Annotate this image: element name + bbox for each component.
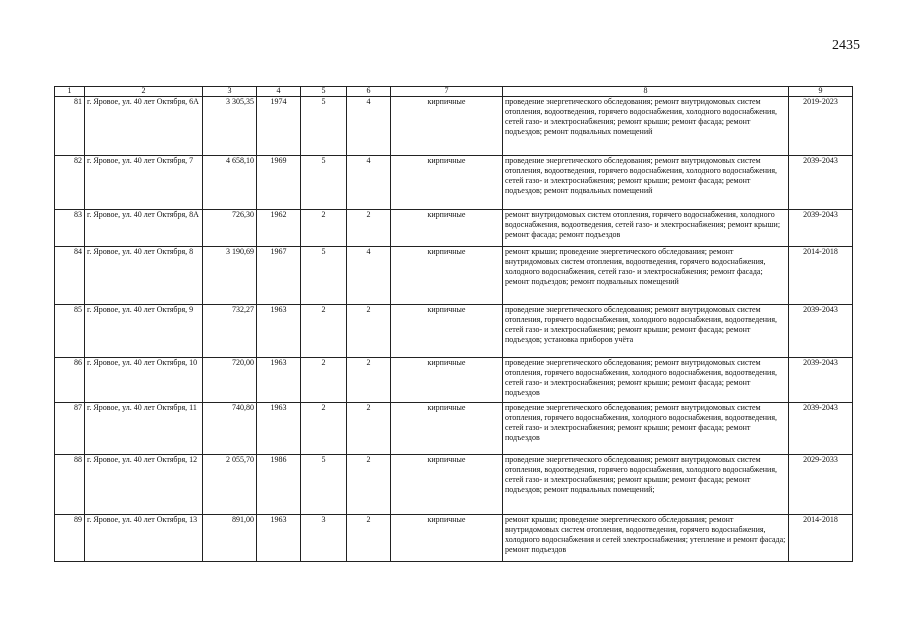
entrances-cell: 2 xyxy=(347,455,391,515)
table-row xyxy=(55,247,853,305)
period-cell: 2039-2043 xyxy=(789,210,853,247)
wall-material-cell: кирпичные xyxy=(391,515,503,562)
row-number: 81 xyxy=(55,97,85,156)
row-number: 83 xyxy=(55,210,85,247)
entrances-cell: 4 xyxy=(347,247,391,305)
wall-material-cell: кирпичные xyxy=(391,403,503,455)
period-cell: 2019-2023 xyxy=(789,97,853,156)
area-cell: 4 658,10 xyxy=(203,156,257,210)
area-cell: 732,27 xyxy=(203,305,257,358)
row-number: 82 xyxy=(55,156,85,210)
period-cell: 2039-2043 xyxy=(789,358,853,403)
address-cell: г. Яровое, ул. 40 лет Октября, 11 xyxy=(85,403,203,455)
period-cell: 2029-2033 xyxy=(789,455,853,515)
area-cell: 891,00 xyxy=(203,515,257,562)
period-cell: 2039-2043 xyxy=(789,305,853,358)
works-cell: проведение энергетического обследования; ремонт внутридомовых систем отопления, горячего водоснабжения, холодного водоснабжения, водоотведения, сетей газо- и электроснабжения; ремонт крыши; ремонт фасада; ремонт подъездов xyxy=(503,358,789,403)
year-cell: 1962 xyxy=(257,210,301,247)
floors-cell: 2 xyxy=(301,358,347,403)
area-cell: 2 055,70 xyxy=(203,455,257,515)
wall-material-cell: кирпичные xyxy=(391,305,503,358)
table-header-row xyxy=(55,87,853,97)
area-cell: 3 190,69 xyxy=(203,247,257,305)
table-row xyxy=(55,403,853,455)
row-number: 84 xyxy=(55,247,85,305)
floors-cell: 5 xyxy=(301,156,347,210)
entrances-cell: 2 xyxy=(347,210,391,247)
wall-material-cell: кирпичные xyxy=(391,156,503,210)
floors-cell: 2 xyxy=(301,403,347,455)
address-cell: г. Яровое, ул. 40 лет Октября, 13 xyxy=(85,515,203,562)
table-row xyxy=(55,358,853,403)
year-cell: 1974 xyxy=(257,97,301,156)
registry-table xyxy=(54,86,853,562)
table-row xyxy=(55,455,853,515)
wall-material-cell: кирпичные xyxy=(391,247,503,305)
area-cell: 740,80 xyxy=(203,403,257,455)
works-cell: проведение энергетического обследования; ремонт внутридомовых систем отопления, водоотведения, горячего водоснабжения, холодного водоснабжения, сетей газо- и электроснабжения; ремонт крыши; ремонт фасада; ремонт подъездов; ремонт подвальных помещений xyxy=(503,156,789,210)
floors-cell: 2 xyxy=(301,210,347,247)
works-cell: проведение энергетического обследования; ремонт внутридомовых систем отопления, водоотведения, горячего водоснабжения, холодного водоснабжения, сетей газо- и электроснабжения; ремонт крыши; ремонт фасада; ремонт подъездов; ремонт подвальных помещений xyxy=(503,97,789,156)
address-cell: г. Яровое, ул. 40 лет Октября, 6А xyxy=(85,97,203,156)
column-header-3: 3 xyxy=(203,87,257,97)
address-cell: г. Яровое, ул. 40 лет Октября, 10 xyxy=(85,358,203,403)
row-number: 86 xyxy=(55,358,85,403)
column-header-2: 2 xyxy=(85,87,203,97)
floors-cell: 5 xyxy=(301,455,347,515)
works-cell: ремонт крыши; проведение энергетического обследования; ремонт внутридомовых систем отопления, водоотведения, горячего водоснабжения, холодного водоснабжения, сетей газо- и электроснабжения; ремонт фасада; ремонт подъездов; ремонт подвальных помещений xyxy=(503,247,789,305)
page-number: 2435 xyxy=(832,38,860,53)
works-cell: проведение энергетического обследования; ремонт внутридомовых систем отопления, горячего водоснабжения, холодного водоснабжения, водоотведения, сетей газо- и электроснабжения; ремонт крыши; ремонт фасада; ремонт подъездов; установка приборов учёта xyxy=(503,305,789,358)
column-header-7: 7 xyxy=(391,87,503,97)
floors-cell: 5 xyxy=(301,247,347,305)
year-cell: 1969 xyxy=(257,156,301,210)
works-cell: ремонт крыши; проведение энергетического обследования; ремонт внутридомовых систем отопления, водоотведения, горячего водоснабжения, холодного водоснабжения и сетей электроснабжения; утепление и ремонт фасада; ремонт подъездов xyxy=(503,515,789,562)
row-number: 89 xyxy=(55,515,85,562)
address-cell: г. Яровое, ул. 40 лет Октября, 9 xyxy=(85,305,203,358)
period-cell: 2014-2018 xyxy=(789,247,853,305)
entrances-cell: 2 xyxy=(347,305,391,358)
address-cell: г. Яровое, ул. 40 лет Октября, 8А xyxy=(85,210,203,247)
table-row xyxy=(55,97,853,156)
entrances-cell: 2 xyxy=(347,403,391,455)
column-header-9: 9 xyxy=(789,87,853,97)
wall-material-cell: кирпичные xyxy=(391,97,503,156)
address-cell: г. Яровое, ул. 40 лет Октября, 12 xyxy=(85,455,203,515)
address-cell: г. Яровое, ул. 40 лет Октября, 7 xyxy=(85,156,203,210)
entrances-cell: 2 xyxy=(347,515,391,562)
year-cell: 1963 xyxy=(257,515,301,562)
column-header-6: 6 xyxy=(347,87,391,97)
row-number: 88 xyxy=(55,455,85,515)
period-cell: 2014-2018 xyxy=(789,515,853,562)
wall-material-cell: кирпичные xyxy=(391,455,503,515)
floors-cell: 3 xyxy=(301,515,347,562)
wall-material-cell: кирпичные xyxy=(391,358,503,403)
column-header-4: 4 xyxy=(257,87,301,97)
year-cell: 1963 xyxy=(257,358,301,403)
area-cell: 720,00 xyxy=(203,358,257,403)
column-header-1: 1 xyxy=(55,87,85,97)
works-cell: проведение энергетического обследования; ремонт внутридомовых систем отопления, горячего водоснабжения, холодного водоснабжения, водоотведения, сетей газо- и электроснабжения; ремонт крыши; ремонт фасада; ремонт подъездов xyxy=(503,403,789,455)
period-cell: 2039-2043 xyxy=(789,156,853,210)
table-row xyxy=(55,305,853,358)
row-number: 87 xyxy=(55,403,85,455)
year-cell: 1967 xyxy=(257,247,301,305)
wall-material-cell: кирпичные xyxy=(391,210,503,247)
area-cell: 726,30 xyxy=(203,210,257,247)
row-number: 85 xyxy=(55,305,85,358)
column-header-5: 5 xyxy=(301,87,347,97)
year-cell: 1963 xyxy=(257,305,301,358)
year-cell: 1986 xyxy=(257,455,301,515)
entrances-cell: 4 xyxy=(347,97,391,156)
floors-cell: 5 xyxy=(301,97,347,156)
address-cell: г. Яровое, ул. 40 лет Октября, 8 xyxy=(85,247,203,305)
year-cell: 1963 xyxy=(257,403,301,455)
entrances-cell: 2 xyxy=(347,358,391,403)
works-cell: ремонт внутридомовых систем отопления, горячего водоснабжения, холодного водоснабжения, водоотведения, сетей газо- и электроснабжения; ремонт крыши; ремонт фасада; ремонт подъездов xyxy=(503,210,789,247)
period-cell: 2039-2043 xyxy=(789,403,853,455)
column-header-8: 8 xyxy=(503,87,789,97)
area-cell: 3 305,35 xyxy=(203,97,257,156)
table-row xyxy=(55,210,853,247)
floors-cell: 2 xyxy=(301,305,347,358)
table-row xyxy=(55,156,853,210)
works-cell: проведение энергетического обследования; ремонт внутридомовых систем отопления, водоотведения, горячего водоснабжения, холодного водоснабжения, сетей газо- и электроснабжения; ремонт крыши; ремонт фасада; ремонт подъездов; ремонт подвальных помещений; xyxy=(503,455,789,515)
entrances-cell: 4 xyxy=(347,156,391,210)
table-row xyxy=(55,515,853,562)
